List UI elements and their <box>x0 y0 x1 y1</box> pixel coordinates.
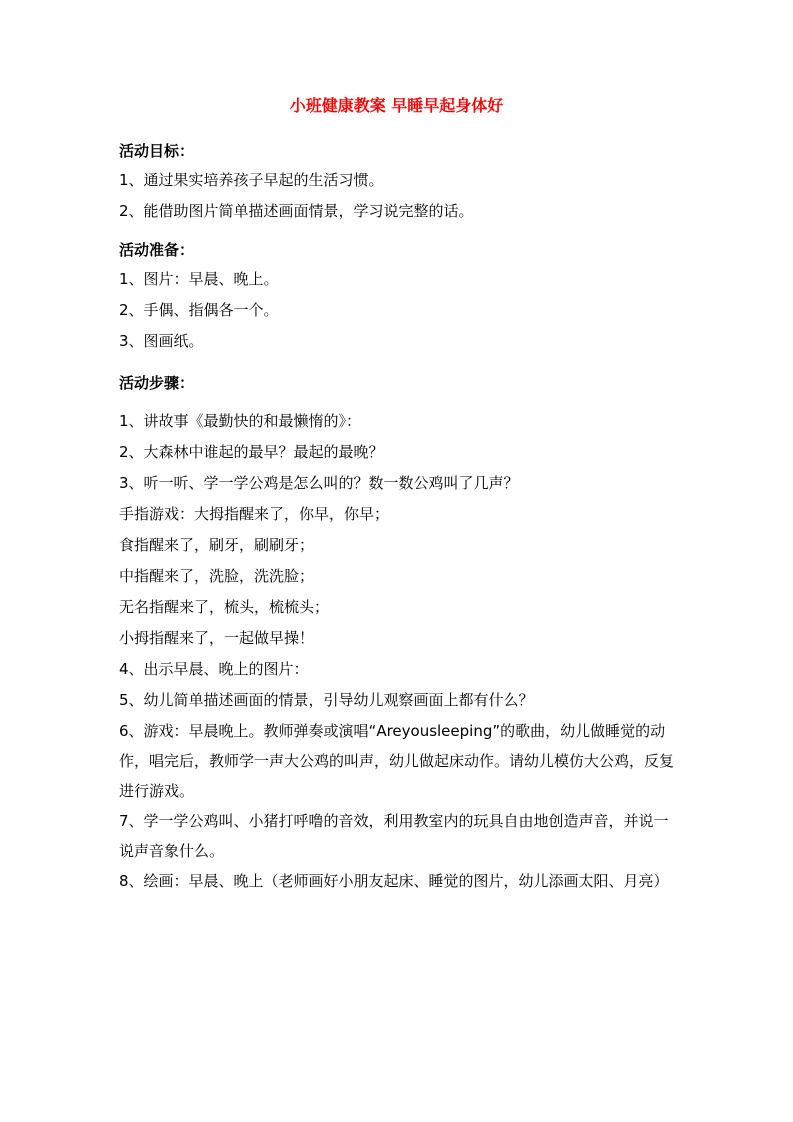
section-heading-goals: 活动目标： <box>119 142 195 160</box>
preparation-item: 1、图片：早晨、晚上。 <box>119 270 279 288</box>
step-item: 1、讲故事《最勤快的和最懒惰的》： <box>119 412 362 430</box>
step-item: 3、听一听、学一学公鸡是怎么叫的？数一数公鸡叫了几声？ <box>119 474 519 492</box>
step-item: 6、游戏：早晨晚上。教师弹奏或演唱“Areyousleeping”的歌曲，幼儿做睡觉的动作，唱完后，教师学一声大公鸡的叫声，幼儿做起床动作。请幼儿模仿大公鸡，反复进行游戏。 <box>119 722 675 800</box>
preparation-item: 2、手偶、指偶各一个。 <box>119 301 279 319</box>
step-item: 无名指醒来了，梳头，梳梳头； <box>119 598 330 616</box>
step-item: 5、幼儿简单描述画面的情景，引导幼儿观察画面上都有什么？ <box>119 691 534 709</box>
step-item: 食指醒来了，刷牙，刷刷牙； <box>119 536 315 554</box>
step-item: 4、出示早晨、晚上的图片： <box>119 660 309 678</box>
step-item: 中指醒来了，洗脸，洗洗脸； <box>119 567 315 585</box>
step-item: 手指游戏：大拇指醒来了，你早，你早； <box>119 505 390 523</box>
step-item: 7、学一学公鸡叫、小猪打呼噜的音效，利用教室内的玩具自由地创造声音，并说一说声音象什么。 <box>119 812 669 860</box>
step-item: 8、绘画：早晨、晚上（老师画好小朋友起床、睡觉的图片，幼儿添画太阳、月亮） <box>119 872 669 890</box>
section-heading-preparation: 活动准备： <box>119 241 195 259</box>
preparation-item: 3、图画纸。 <box>119 332 204 350</box>
document-body <box>119 140 679 896</box>
section-heading-steps: 活动步骤： <box>119 374 195 392</box>
step-item: 小拇指醒来了，一起做早操！ <box>119 629 315 647</box>
step-item: 2、大森林中谁起的最早？最起的最晚？ <box>119 443 384 461</box>
goal-item: 2、能借助图片简单描述画面情景，学习说完整的话。 <box>119 202 474 220</box>
goal-item: 1、通过果实培养孩子早起的生活习惯。 <box>119 171 384 189</box>
document-title: 小班健康教案 早睡早起身体好 <box>289 96 504 115</box>
